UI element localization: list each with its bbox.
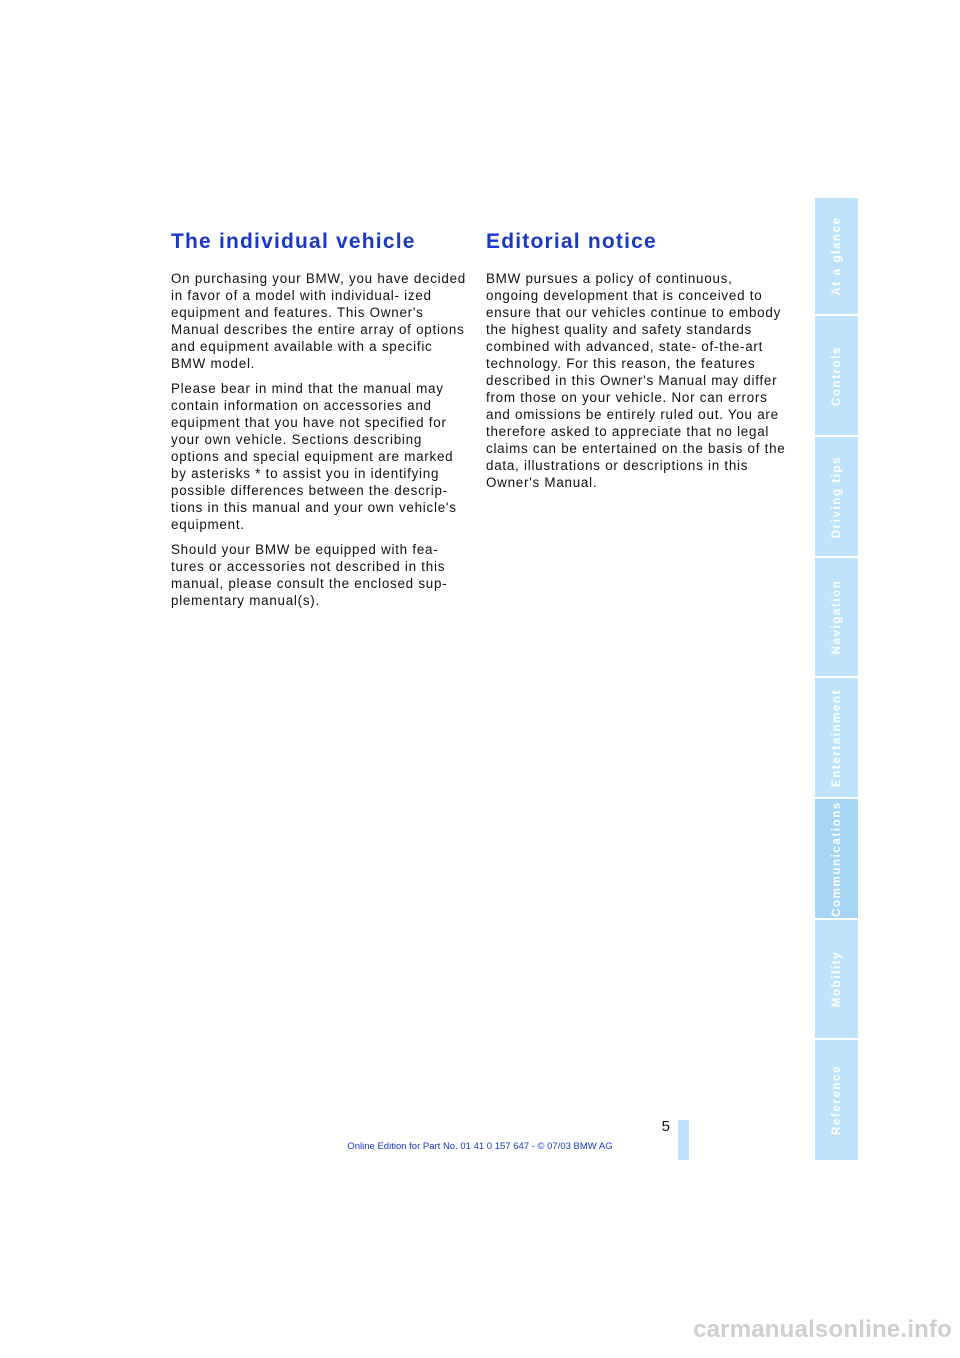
tab-label: Navigation xyxy=(830,579,843,655)
tab-navigation[interactable] xyxy=(815,558,858,678)
tab-label: Controls xyxy=(830,345,843,406)
tab-label: Communications xyxy=(830,800,843,917)
paragraph: Please bear in mind that the manual may contain information on accessories and equipment that you have not specified for your own vehicle. Sections describing options and special equipment are marked by asterisks * to assist you in identifying possible differences between the descrip- tions in this manual and your own vehicle's equipment. xyxy=(171,381,457,532)
tab-label: Reference xyxy=(830,1064,843,1136)
tab-at-a-glance[interactable] xyxy=(815,198,858,316)
tab-communications[interactable] xyxy=(815,799,858,920)
tab-driving-tips[interactable] xyxy=(815,437,858,558)
section-editorial-notice xyxy=(486,228,786,499)
paragraph: On purchasing your BMW, you have decided in favor of a model with individual- ized equipment and features. This Owner's Manual describes the entire array of options and equipment available with a specific BMW model. xyxy=(171,271,466,371)
page-marker xyxy=(678,1120,689,1160)
paragraph: Should your BMW be equipped with fea- tures or accessories not described in this manual, please consult the enclosed sup- plementary manual(s). xyxy=(171,542,448,608)
tab-label: Mobility xyxy=(830,950,843,1008)
page-number: 5 xyxy=(661,1118,670,1135)
tab-label: Driving tips xyxy=(830,455,843,538)
tab-label: Entertainment xyxy=(830,688,843,787)
tab-controls[interactable] xyxy=(815,316,858,437)
chapter-tab-sidebar xyxy=(815,198,858,1160)
section-title: The individual vehicle xyxy=(171,230,416,253)
section-title: Editorial notice xyxy=(486,230,657,253)
watermark: carmanualsonline.info xyxy=(693,1316,952,1343)
section-individual-vehicle xyxy=(171,228,471,617)
tab-label: At a glance xyxy=(830,216,843,296)
tab-entertainment[interactable] xyxy=(815,678,858,799)
paragraph: BMW pursues a policy of continuous, ongoing development that is conceived to ensure that our vehicles continue to embody the highest quality and safety standards combined with advanced, state- of-the-art technology. For this reason, the features described in this Owner's Manual may differ from those on your vehicle. Nor can errors and omissions be entirely ruled out. You are therefore asked to appreciate that no legal claims can be entertained on the basis of the data, illustrations or descriptions in this Owner's Manual. xyxy=(486,271,786,490)
tab-mobility[interactable] xyxy=(815,920,858,1040)
footer-edition-note: Online Edition for Part No. 01 41 0 157 647 - © 07/03 BMW AG xyxy=(347,1141,613,1152)
